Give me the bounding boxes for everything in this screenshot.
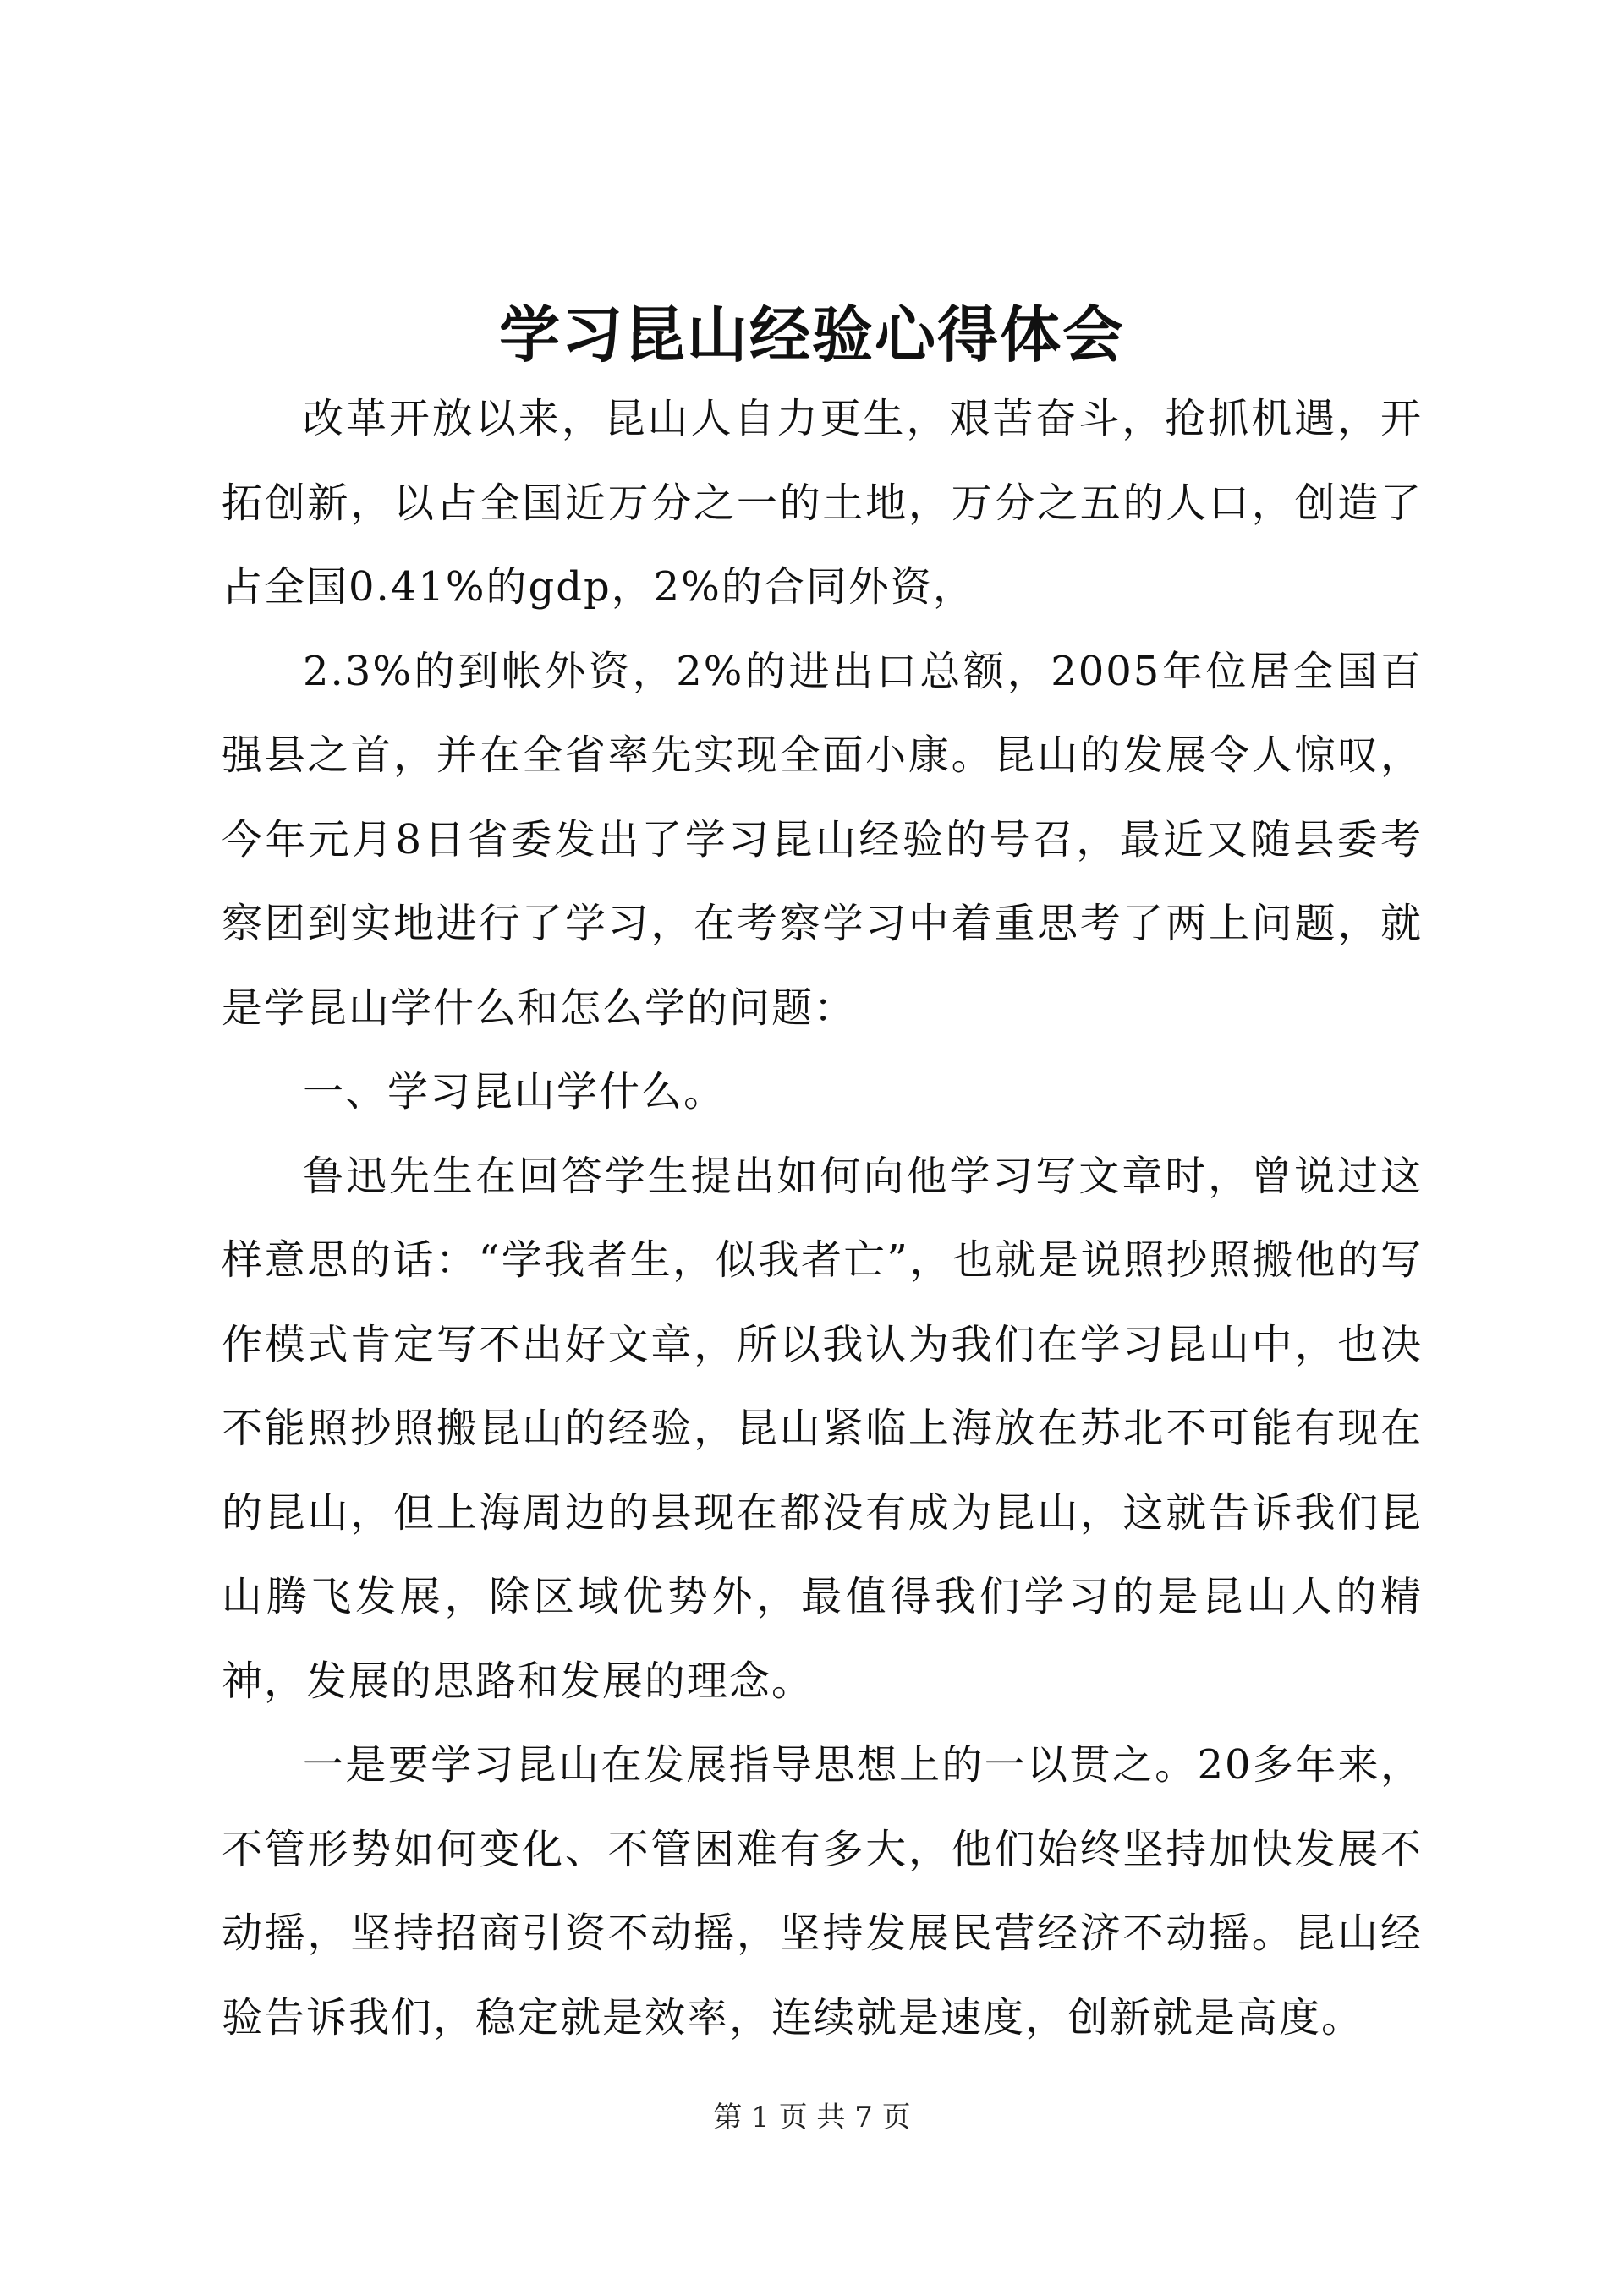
paragraph-4: 一是要学习昆山在发展指导思想上的一以贯之。20多年来，不管形势如何变化、不管困难有多大，他们始终坚持加快发展不动摇，坚持招商引资不动摇，坚持发展民营经济不动摇。昆山经验告诉我们，稳定就是效率，连续就是速度，创新就是高度。	[222, 1741, 1423, 2041]
paragraph-3: 鲁迅先生在回答学生提出如何向他学习写文章时，曾说过这样意思的话：“学我者生，似我者亡”，也就是说照抄照搬他的写作模式肯定写不出好文章，所以我认为我们在学习昆山中，也决不能照抄照搬昆山的经验，昆山紧临上海放在苏北不可能有现在的昆山，但上海周边的县现在都没有成为昆山，这就告诉我们昆山腾飞发展，除区域优势外，最值得我们学习的是昆山人的精神，发展的思路和发展的理念。	[222, 1152, 1423, 1705]
document-title: 学习昆山经验心得体会	[498, 299, 1125, 370]
paragraph-2: 2.3%的到帐外资，2%的进出口总额，2005年位居全国百强县之首，并在全省率先实现全面小康。昆山的发展令人惊叹，今年元月8日省委发出了学习昆山经验的号召，最近又随县委考察团到实地进行了学习，在考察学习中着重思考了两上问题，就是学昆山学什么和怎么学的问题：	[222, 647, 1423, 1032]
paragraph-1: 改革开放以来，昆山人自力更生，艰苦奋斗，抢抓机遇，开拓创新，以占全国近万分之一的土地，万分之五的人口，创造了占全国0.41%的gdp，2%的合同外资，	[222, 395, 1423, 611]
document-body	[222, 377, 1423, 2060]
page-number-footer: 第 1 页 共 7 页	[713, 2101, 911, 2134]
section-heading: 一、学习昆山学什么。	[303, 1068, 727, 1115]
